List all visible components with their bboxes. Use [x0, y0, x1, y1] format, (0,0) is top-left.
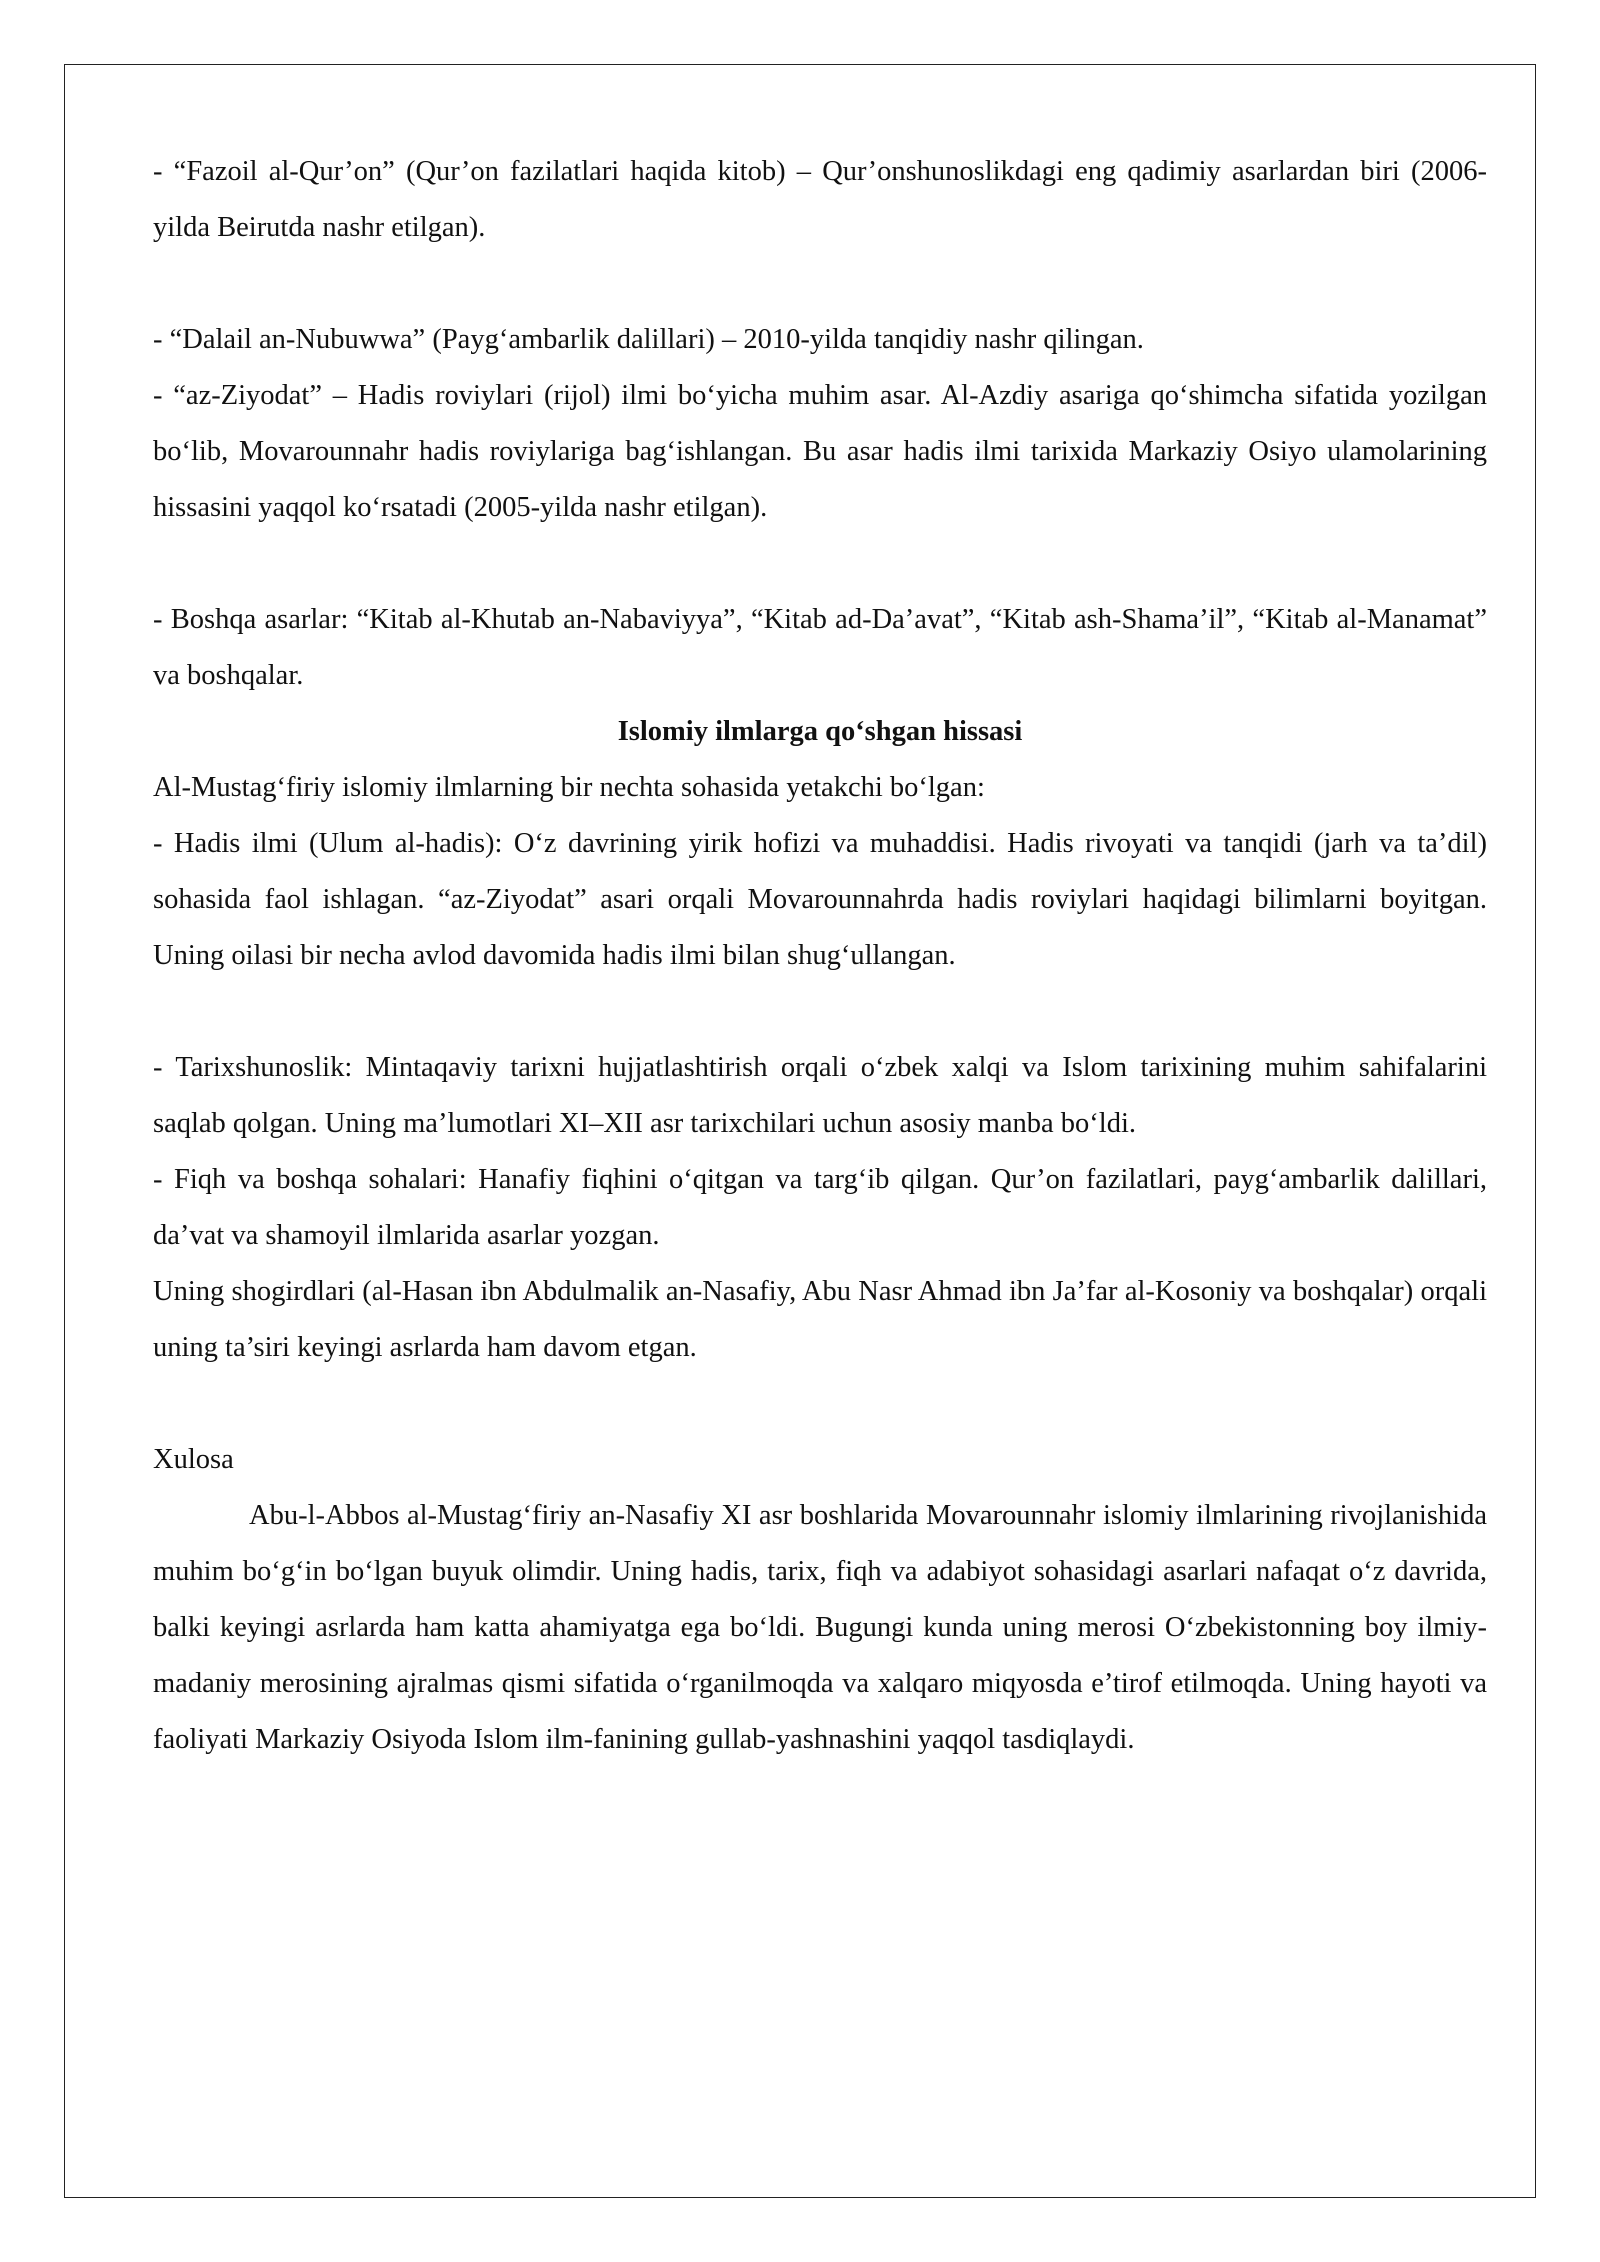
blank-line: [153, 536, 1487, 592]
paragraph-intro: Al-Mustag‘firiy islomiy ilmlarning bir nechta sohasida yetakchi bo‘lgan:: [153, 772, 985, 803]
paragraph-history: - Tarixshunoslik: Mintaqaviy tarixni hujjatlashtirish orqali o‘zbek xalqi va Islom tarixining muhim sahifalarini saqlab qolgan. Uning ma’lumotlari XI–XII asr tarixchilari uchun asosiy manba bo‘ldi.: [153, 1052, 1487, 1139]
conclusion-label: Xulosa: [153, 1444, 234, 1475]
paragraph-dalail: - “Dalail an-Nubuwwa” (Payg‘ambarlik dalillari) – 2010-yilda tanqidiy nashr qilingan.: [153, 324, 1144, 355]
section-heading: Islomiy ilmlarga qo‘shgan hissasi: [617, 716, 1023, 747]
paragraph-fazoil: - “Fazoil al-Qur’on” (Qur’on fazilatlari haqida kitob) – Qur’onshunoslikdagi eng qadimiy asarlardan biri (2006-yilda Beirutda nashr etilgan).: [153, 156, 1487, 243]
paragraph-fiqh: - Fiqh va boshqa sohalari: Hanafiy fiqhini o‘qitgan va targ‘ib qilgan. Qur’on fazilatlari, payg‘ambarlik dalillari, da’vat va shamoyil ilmlarida asarlar yozgan.: [153, 1164, 1487, 1251]
paragraph-hadith: - Hadis ilmi (Ulum al-hadis): O‘z davrining yirik hofizi va muhaddisi. Hadis rivoyati va tanqidi (jarh va ta’dil) sohasida faol ishlagan. “az-Ziyodat” asari orqali Movarounnahrda hadis roviylari haqidagi bilimlarni boyitgan. Uning oilasi bir necha avlod davomida hadis ilmi bilan shug‘ullangan.: [153, 828, 1487, 971]
document-body: [153, 144, 1487, 1768]
paragraph-ziyodat: - “az-Ziyodat” – Hadis roviylari (rijol) ilmi bo‘yicha muhim asar. Al-Azdiy asariga qo‘shimcha sifatida yozilgan bo‘lib, Movarounnahr hadis roviylariga bag‘ishlangan. Bu asar hadis ilmi tarixida Markaziy Osiyo ulamolarining hissasini yaqqol ko‘rsatadi (2005-yilda nashr etilgan).: [153, 380, 1487, 523]
blank-line: [153, 984, 1487, 1040]
paragraph-students: Uning shogirdlari (al-Hasan ibn Abdulmalik an-Nasafiy, Abu Nasr Ahmad ibn Ja’far al-Kosoniy va boshqalar) orqali uning ta’siri keyingi asrlarda ham davom etgan.: [153, 1276, 1487, 1363]
paragraph-other-works: - Boshqa asarlar: “Kitab al-Khutab an-Nabaviyya”, “Kitab ad-Da’avat”, “Kitab ash-Shama’il”, “Kitab al-Manamat” va boshqalar.: [153, 604, 1487, 691]
blank-line: [153, 1376, 1487, 1432]
blank-line: [153, 256, 1487, 312]
paragraph-conclusion: Abu-l-Abbos al-Mustag‘firiy an-Nasafiy XI asr boshlarida Movarounnahr islomiy ilmlarining rivojlanishida muhim bo‘g‘in bo‘lgan buyuk olimdir. Uning hadis, tarix, fiqh va adabiyot sohasidagi asarlari nafaqat o‘z davrida, balki keyingi asrlarda ham katta ahamiyatga ega bo‘ldi. Bugungi kunda uning merosi O‘zbekistonning boy ilmiy-madaniy merosining ajralmas qismi sifatida o‘rganilmoqda va xalqaro miqyosda e’tirof etilmoqda. Uning hayoti va faoliyati Markaziy Osiyoda Islom ilm-fanining gullab-yashnashini yaqqol tasdiqlaydi.: [153, 1500, 1487, 1755]
